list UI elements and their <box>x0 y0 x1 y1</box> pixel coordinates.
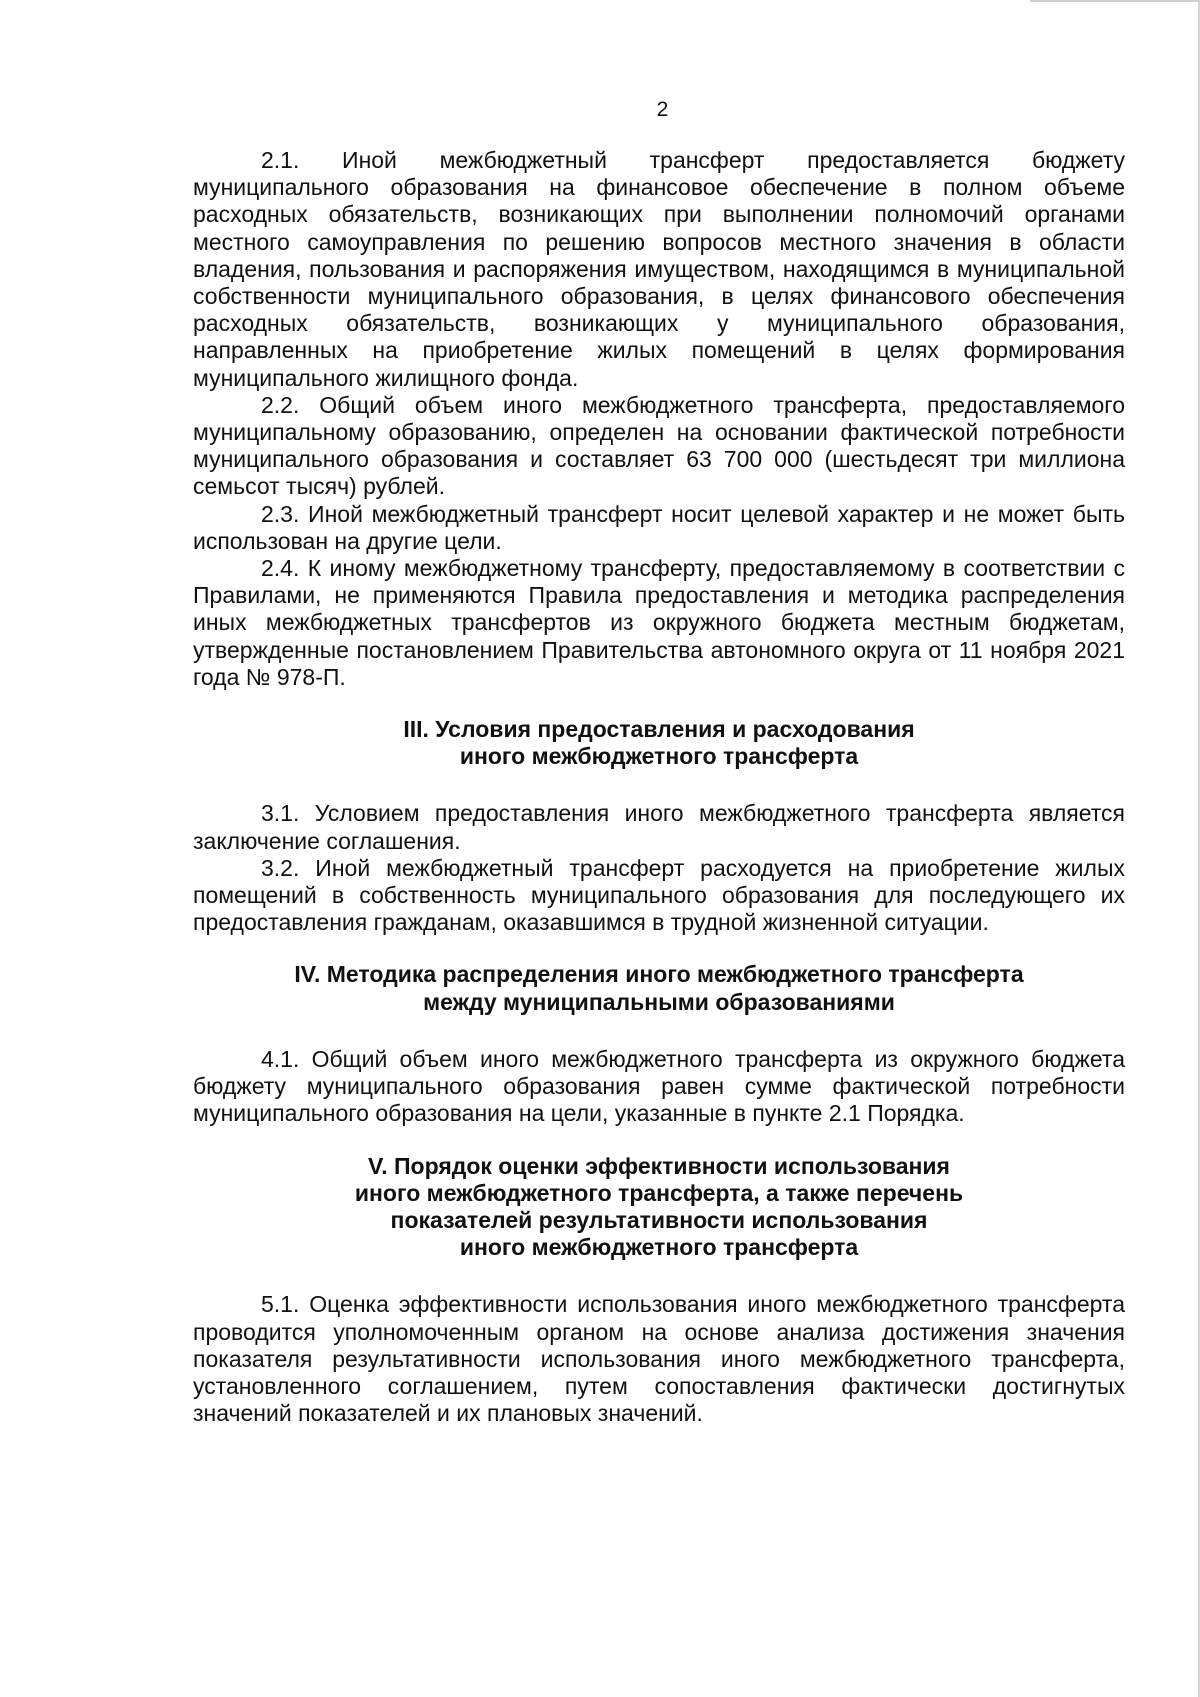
paragraph-2-2: 2.2. Общий объем иного межбюджетного трансферта, предоставляемого муниципальному образованию, определен на основании фактической потребности муниципального образования и составляет 63 700 000 (шестьдесят три миллиона семьсот тысяч) рублей. <box>193 391 1125 500</box>
document-body <box>193 147 1125 1427</box>
paragraph-4-1: 4.1. Общий объем иного межбюджетного трансферта из окружного бюджета бюджету муниципального образования равен сумме фактической потребности муниципального образования на цели, указанные в пункте 2.1 Порядка. <box>193 1045 1125 1127</box>
section-heading-iii <box>193 716 1125 770</box>
paragraph-2-4: 2.4. К иному межбюджетному трансферту, предоставляемому в соответствии с Правилами, не применяются Правила предоставления и методика распределения иных межбюджетных трансфертов из окружного бюджета местным бюджетам, утвержденные постановлением Правительства автономного округа от 11 ноября 2021 года № 978-П. <box>193 555 1125 690</box>
section-heading-v <box>193 1153 1125 1262</box>
paragraph-2-1: 2.1. Иной межбюджетный трансферт предоставляется бюджету муниципального образования на финансовое обеспечение в полном объеме расходных обязательств, возникающих при выполнении полномочий органами местного самоуправления по решению вопросов местного значения в области владения, пользования и распоряжения имуществом, находящимся в муниципальной собственности муниципального образования, в целях финансового обеспечения расходных обязательств, возникающих у муниципального образования, направленных на приобретение жилых помещений в целях формирования муниципального жилищного фонда. <box>193 147 1125 391</box>
page-top-edge <box>1030 0 1200 2</box>
section-heading-line: иного межбюджетного трансферта <box>459 743 859 770</box>
section-heading-line: между муниципальными образованиями <box>423 988 895 1015</box>
section-heading-line: иного межбюджетного трансферта, а также перечень <box>354 1179 964 1206</box>
section-heading-line: V. Порядок оценки эффективности использования <box>368 1152 950 1179</box>
section-heading-iv <box>193 961 1125 1015</box>
section-heading-line: иного межбюджетного трансферта <box>459 1234 859 1261</box>
paragraph-3-1: 3.1. Условием предоставления иного межбюджетного трансферта является заключение соглашения. <box>193 800 1125 854</box>
paragraph-3-2: 3.2. Иной межбюджетный трансферт расходуется на приобретение жилых помещений в собственность муниципального образования для последующего их предоставления гражданам, оказавшимся в трудной жизненной ситуации. <box>193 854 1125 936</box>
page-number: 2 <box>656 98 669 121</box>
section-heading-line: III. Условия предоставления и расходования <box>403 716 915 743</box>
section-heading-line: показателей результативности использования <box>390 1206 928 1233</box>
section-heading-line: IV. Методика распределения иного межбюджетного трансферта <box>294 961 1024 988</box>
paragraph-2-3: 2.3. Иной межбюджетный трансферт носит целевой характер и не может быть использован на другие цели. <box>193 500 1125 554</box>
paragraph-5-1: 5.1. Оценка эффективности использования иного межбюджетного трансферта проводится уполномоченным органом на основе анализа достижения значения показателя результативности использования иного межбюджетного трансферта, установленного соглашением, путем сопоставления фактически достигнутых значений показателей и их плановых значений. <box>193 1291 1125 1427</box>
